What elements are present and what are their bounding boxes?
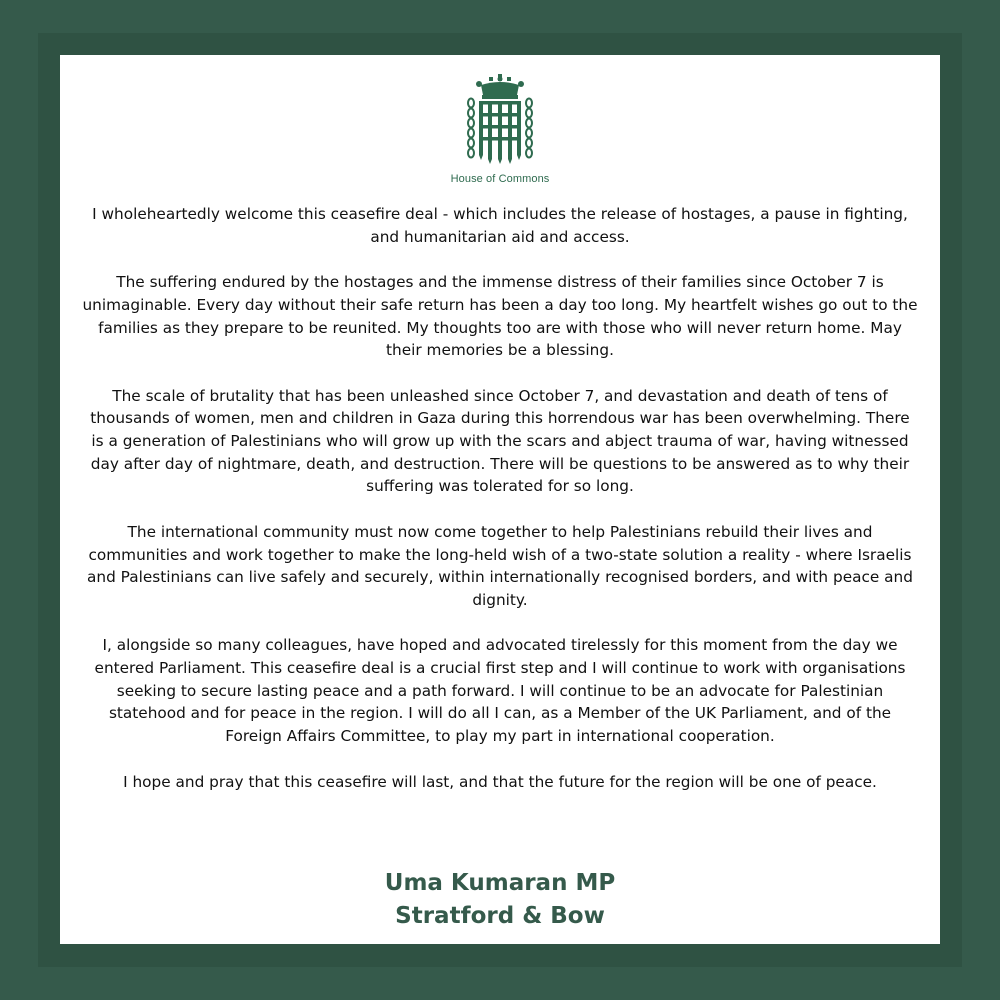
portcullis-icon — [459, 73, 541, 171]
logo-wordmark: House of Commons — [450, 173, 550, 185]
signatory-constituency: Stratford & Bow — [395, 903, 605, 929]
statement-body — [82, 203, 918, 793]
statement-paragraph: I, alongside so many colleagues, have hoped and advocated tirelessly for this moment from the day we entered Parliament. This ceasefire deal is a crucial first step and I will continue to work with organisations seeking to secure lasting peace and a path forward. I will continue to be an advocate for Palestinian statehood and for peace in the region. I will do all I can, as a Member of the UK Parliament, and of the Foreign Affairs Committee, to play my part in international cooperation. — [94, 636, 906, 746]
statement-paragraph: The international community must now come together to help Palestinians rebuild their lives and communities and work together to make the long-held wish of a two-state solution a reality - where Israelis and Palestinians can live safely and securely, within internationally recognised borders, and with peace and dignity. — [87, 522, 913, 609]
signature-block — [60, 867, 940, 933]
house-of-commons-logo — [60, 73, 940, 185]
signatory-name: Uma Kumaran MP — [384, 870, 616, 896]
statement-paragraph: I wholeheartedly welcome this ceasefire deal - which includes the release of hostages, a pause in fighting, and humanitarian aid and access. — [92, 205, 908, 246]
statement-paragraph: The suffering endured by the hostages and the immense distress of their families since October 7 is unimaginable. Every day without their safe return has been a day too long. My heartfelt wishes go out to the families as they prepare to be reunited. My thoughts too are with those who will never return home. May their memories be a blessing. — [82, 273, 918, 360]
statement-paragraph: I hope and pray that this ceasefire will last, and that the future for the region will be one of peace. — [123, 772, 877, 791]
statement-card — [60, 55, 940, 944]
statement-paragraph: The scale of brutality that has been unleashed since October 7, and devastation and death of tens of thousands of women, men and children in Gaza during this horrendous war has been overwhelming. There is a generation of Palestinians who will grow up with the scars and abject trauma of war, having witnessed day after day of nightmare, death, and destruction. There will be questions to be answered as to why their suffering was tolerated for so long. — [90, 386, 910, 496]
